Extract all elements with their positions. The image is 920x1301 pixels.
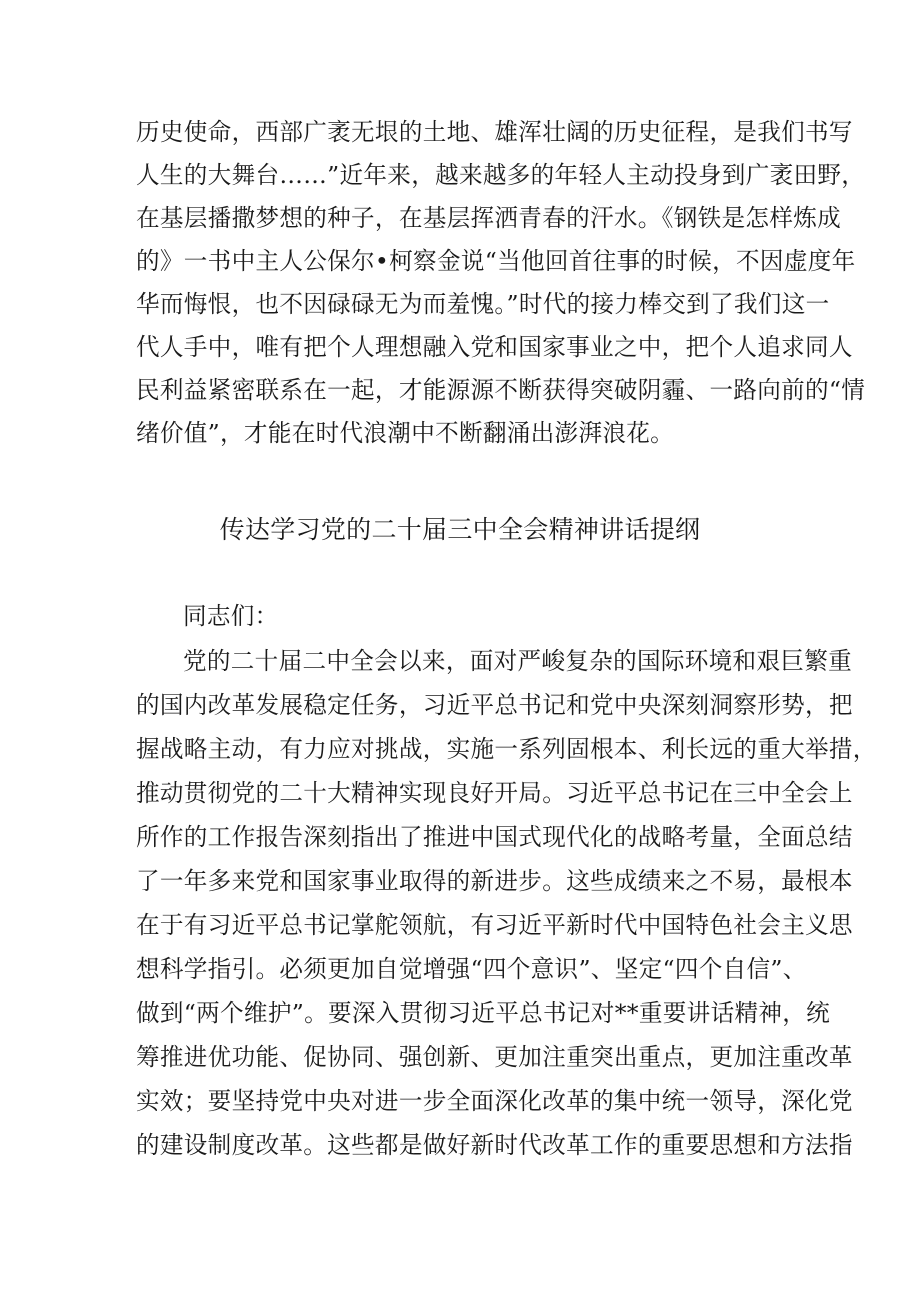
paragraph-line: 推动贯彻党的二十大精神实现良好开局。习近平总书记在三中全会上 bbox=[136, 779, 853, 807]
paragraph-line: 代人手中，唯有把个人理想融入党和国家事业之中，把个人追求同人 bbox=[136, 333, 853, 361]
paragraph-line: 握战略主动，有力应对挑战，实施一系列固根本、利长远的重大举措， bbox=[136, 735, 877, 763]
paragraph-line: 华而悔恨，也不因碌碌无为而羞愧。”时代的接力棒交到了我们这一 bbox=[136, 290, 830, 318]
paragraph-line: 的国内改革发展稳定任务，习近平总书记和党中央深刻洞察形势，把 bbox=[136, 691, 853, 719]
paragraph-line: 人生的大舞台……”近年来，越来越多的年轻人主动投身到广袤田野， bbox=[136, 161, 866, 189]
paragraph-line: 民利益紧密联系在一起，才能源源不断获得突破阴霾、一路向前的“情 bbox=[136, 376, 866, 404]
salutation: 同志们： bbox=[183, 602, 279, 630]
paragraph-line: 的》一书中主人公保尔•柯察金说“当他回首往事的时候，不因虚度年 bbox=[136, 247, 856, 275]
paragraph-line: 历史使命，西部广袤无垠的土地、雄浑壮阔的历史征程，是我们书写 bbox=[136, 118, 853, 146]
paragraph-line: 想科学指引。必须更加自觉增强“四个意识”、坚定“四个自信”、 bbox=[136, 955, 807, 983]
paragraph-line: 实效；要坚持党中央对进一步全面深化改革的集中统一领导，深化党 bbox=[136, 1087, 853, 1115]
paragraph-line: 筹推进优功能、促协同、强创新、更加注重突出重点，更加注重改革 bbox=[136, 1043, 853, 1071]
paragraph-line: 的建设制度改革。这些都是做好新时代改革工作的重要思想和方法指 bbox=[136, 1131, 853, 1159]
paragraph-line: 在基层播撒梦想的种子，在基层挥洒青春的汗水。《钢铁是怎样炼成 bbox=[136, 204, 842, 232]
section-title: 传达学习党的二十届三中全会精神讲话提纲 bbox=[219, 515, 701, 544]
paragraph-line: 了一年多来党和国家事业取得的新进步。这些成绩来之不易，最根本 bbox=[136, 867, 853, 895]
paragraph-line: 所作的工作报告深刻指出了推进中国式现代化的战略考量，全面总结 bbox=[136, 823, 853, 851]
paragraph-line: 绪价值”，才能在时代浪潮中不断翻涌出澎湃浪花。 bbox=[136, 419, 675, 447]
paragraph-line: 党的二十届二中全会以来，面对严峻复杂的国际环境和艰巨繁重 bbox=[183, 647, 853, 675]
paragraph-line: 在于有习近平总书记掌舵领航，有习近平新时代中国特色社会主义思 bbox=[136, 911, 853, 939]
paragraph-line: 做到“两个维护”。要深入贯彻习近平总书记对**重要讲话精神，统 bbox=[136, 999, 831, 1027]
